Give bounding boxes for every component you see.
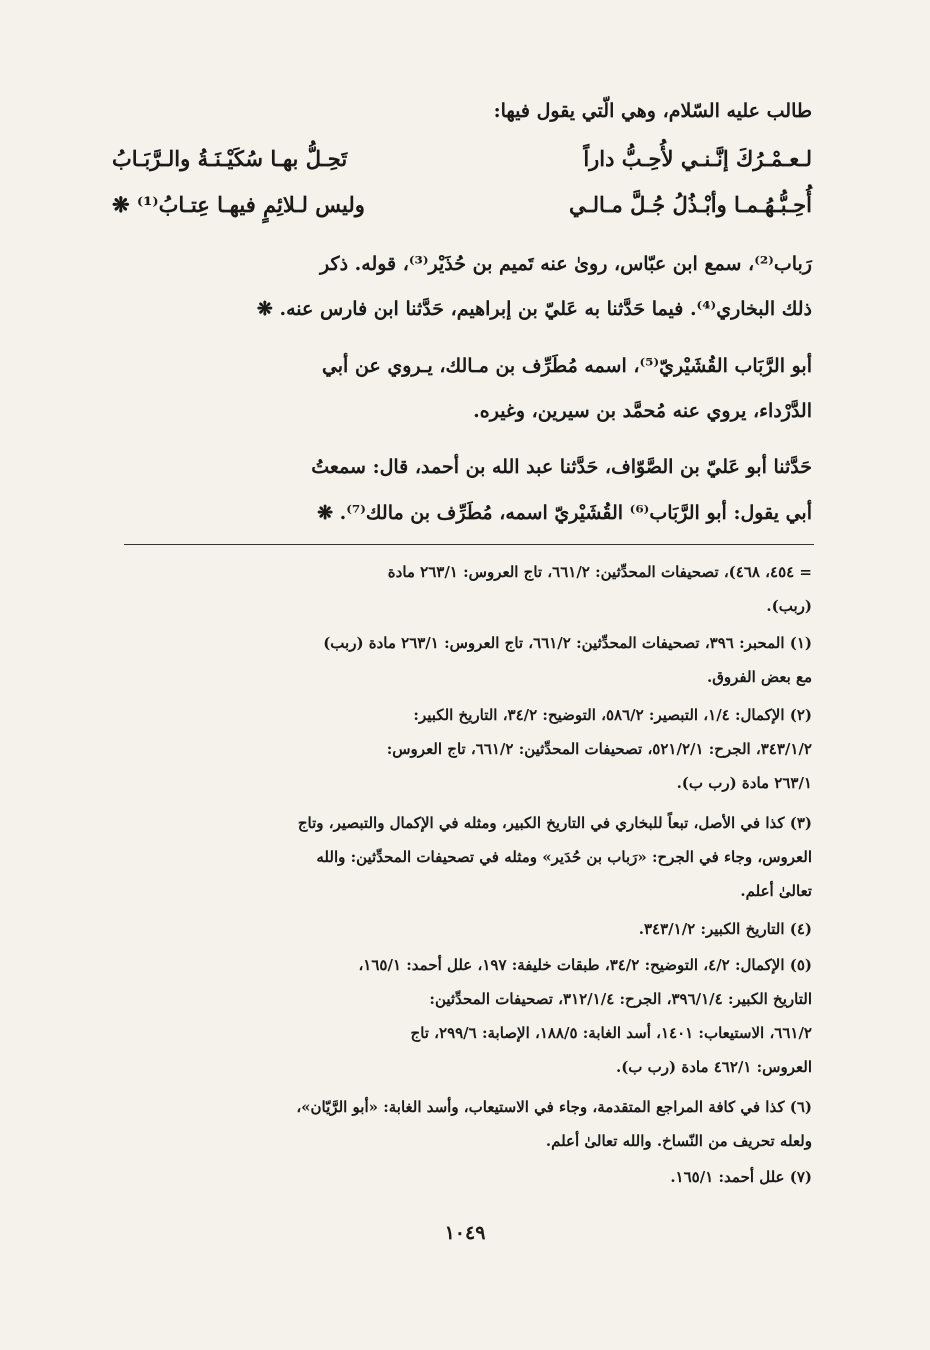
entry-rabab-line-2: ذلك البخاري⁽⁴⁾. فيما حَدَّثنا به عَليّ بن إبراهيم، حَدَّثنا ابن فارس عنه. ❋ <box>256 298 812 320</box>
footnote-3-line-2: العروس، وجاء في الجرح: «رَباب بن حُدَير» ومثله في تصحيفات المحدِّثين: والله <box>316 848 812 866</box>
footnote-2-line-2: ٣٤٣/١/٢، الجرح: ٥٢١/٢/١، تصحيفات المحدِّثين: ٦٦١/٢، تاج العروس: <box>386 740 812 758</box>
entry-rabab-line-1: رَباب⁽²⁾، سمع ابن عبّاس، روىٰ عنه تَميم بن حُذَيْر⁽³⁾، قوله. ذكر <box>320 253 812 275</box>
footnote-continuation-line-2: (ربب). <box>766 597 812 615</box>
footnote-divider <box>124 544 814 545</box>
entry-abu-rabab-line-2: الدَّرْداء، يروي عنه مُحمَّد بن سيرين، وغيره. <box>473 400 812 422</box>
footnote-1-line-2: مع بعض الفروق. <box>707 668 812 686</box>
poem-hemistich-second: تَحِـلُّ بهـا سُكَيْـنَـةُ والـرَّبَـابُ <box>112 146 348 171</box>
footnote-3-line-3: تعالىٰ أعلم. <box>740 882 812 900</box>
footnote-6-line-1: (٦) كذا في كافة المراجع المتقدمة، وجاء في الاستيعاب، وأسد الغابة: «أبو الرَّيّان»، <box>296 1098 812 1116</box>
entry-abu-rabab-line-1: أبو الرَّبَاب القُشَيْريّ⁽⁵⁾، اسمه مُطَرِّف بن مـالك، يـروي عن أبي <box>321 355 812 377</box>
footnote-3-line-1: (٣) كذا في الأصل، تبعاً للبخاري في التاريخ الكبير، ومثله في الإكمال والتبصير، وتاج <box>297 814 812 832</box>
footnote-6-line-2: ولعله تحريف من النّساخ. والله تعالىٰ أعلم. <box>545 1132 812 1150</box>
footnote-1-line-1: (١) المحبر: ٣٩٦، تصحيفات المحدِّثين: ٦٦١/٢، تاج العروس: ٢٦٣/١ مادة (ربب) <box>323 634 812 652</box>
footnote-5-line-3: ٦٦١/٢، الاستيعاب: ١٤٠١، أسد الغابة: ١٨٨/٥، الإصابة: ٢٩٩/٦، تاج <box>410 1024 812 1042</box>
poem-hemistich-second: وليس لـلائِمٍ فيهـا عِتـابُ⁽¹⁾ ❋ <box>112 192 365 217</box>
footnote-2-line-3: ٢٦٣/١ مادة (رب ب). <box>676 774 812 792</box>
isnad-line-2: أبي يقول: أبو الرَّبَاب⁽⁶⁾ القُشَيْريّ اسمه، مُطَرِّف بن مالك⁽⁷⁾. ❋ <box>317 502 812 524</box>
footnote-5-line-1: (٥) الإكمال: ٤/٢، التوضيح: ٣٤/٢، طبقات خليفة: ١٩٧، علل أحمد: ١٦٥/١، <box>358 956 812 974</box>
footnote-7-line-1: (٧) علل أحمد: ١٦٥/١. <box>670 1168 812 1186</box>
footnote-continuation-line-1: = ٤٥٤، ٤٦٨)، تصحيفات المحدِّثين: ٦٦١/٢، تاج العروس: ٢٦٣/١ مادة <box>387 563 812 581</box>
poem-hemistich-first: أُحِـبُّـهُـمـا وأبْـذُلُ جُـلَّ مـالـي <box>568 192 812 217</box>
footnote-4-line-1: (٤) التاريخ الكبير: ٣٤٣/١/٢. <box>638 920 812 938</box>
footnote-5-line-2: التاريخ الكبير: ٣٩٦/١/٤، الجرح: ٣١٢/١/٤، تصحيفات المحدِّثين: <box>429 990 812 1008</box>
footnote-2-line-1: (٢) الإكمال: ١/٤، التبصير: ٥٨٦/٢، التوضيح: ٣٤/٢، التاريخ الكبير: <box>413 706 812 724</box>
isnad-line-1: حَدَّثنا أبو عَليّ بن الصَّوّاف، حَدَّثنا عبد الله بن أحمد، قال: سمعتُ <box>311 456 812 478</box>
intro-line: طالب عليه السّلام، وهي الّتي يقول فيها: <box>493 100 812 122</box>
page-number: ١٠٤٩ <box>444 1222 486 1244</box>
footnote-5-line-4: العروس: ٤٦٢/١ مادة (رب ب). <box>615 1058 812 1076</box>
poem-hemistich-first: لـعـمْـرُكَ إنَّـنـي لأُحِـبُّ داراً <box>583 146 812 171</box>
